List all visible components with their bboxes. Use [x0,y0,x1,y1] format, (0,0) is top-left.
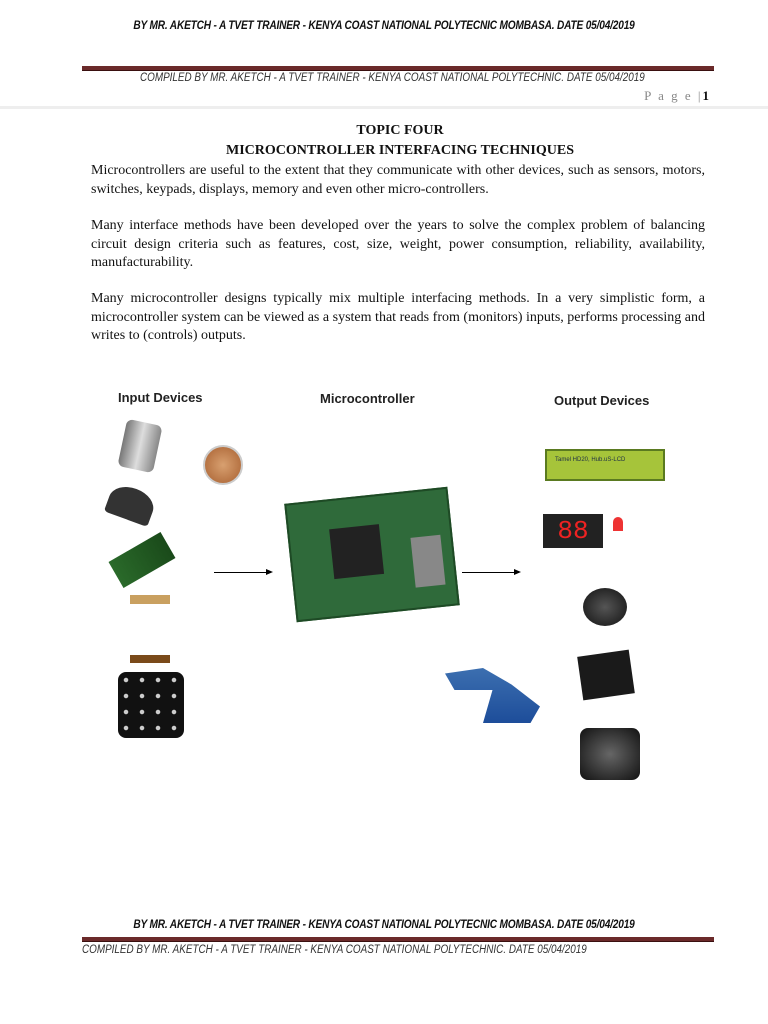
page-number-value: 1 [702,88,711,103]
paragraph: Many microcontroller designs typically mix multiple interfacing methods. In a very simplistic form, a microcontroller system can be viewed as a system that reads from (monitors) inputs, performs processing and writes to (controls) outputs. [91,291,705,344]
header-rule [82,66,714,71]
input-arrow [214,572,271,573]
light-sensor-image [203,445,243,485]
buzzer-image [583,588,627,626]
footer-rule [82,937,714,942]
chip-image [329,524,384,579]
page-label: P a g e | [644,88,703,103]
microcontroller-label: Microcontroller [320,391,415,406]
header-author-line: BY MR. AKETCH - A TVET TRAINER - KENYA COAST NATIONAL POLYTECNIC MOMBASA. DATE 05/04/2019 [133,20,635,32]
humidity-sensor-image [109,532,176,588]
seven-segment-image: 88 [543,514,603,548]
paragraph: Many interface methods have been developed over the years to solve the complex problem of balancing circuit design criteria such as features, cost, size, weight, power consumption, reliability, availability, manufacturability. [91,218,705,271]
robot-arm-image [445,668,540,723]
output-devices-label: Output Devices [554,393,650,408]
serial-port-image [410,535,445,588]
paragraph: Microcontrollers are useful to the extent that they communicate with other devices, such as sensors, motors, switches, keypads, displays, memory and even other micro-controllers. [91,163,705,197]
stepper-motor-image [580,728,640,780]
microcontroller-board-image [284,487,460,622]
keypad-image [118,672,184,738]
output-arrow [462,572,519,573]
footer-compiled-line: COMPILED BY MR. AKETCH - A TVET TRAINER - KENYA COAST NATIONAL POLYTECHNIC. DATE 05/04/2019 [82,944,587,956]
transistor-sensor-image [104,481,158,527]
input-devices-label: Input Devices [118,390,203,405]
anemometer-image [130,595,170,663]
section-title: MICROCONTROLLER INTERFACING TECHNIQUES [226,143,574,158]
header-compiled-line: COMPILED BY MR. AKETCH - A TVET TRAINER - KENYA COAST NATIONAL POLYTECHNIC. DATE 05/04/2019 [140,72,645,84]
relay-image [577,650,635,701]
page-separator [0,106,768,109]
footer-author-line: BY MR. AKETCH - A TVET TRAINER - KENYA COAST NATIONAL POLYTECNIC MOMBASA. DATE 05/04/2019 [133,919,635,931]
sensor-image [117,419,162,473]
topic-heading: TOPIC FOUR [356,123,444,138]
page-number [644,88,711,104]
lcd-display-image: Tamel HD20, Hub.uS-LCD [545,449,665,481]
led-image [613,517,623,531]
